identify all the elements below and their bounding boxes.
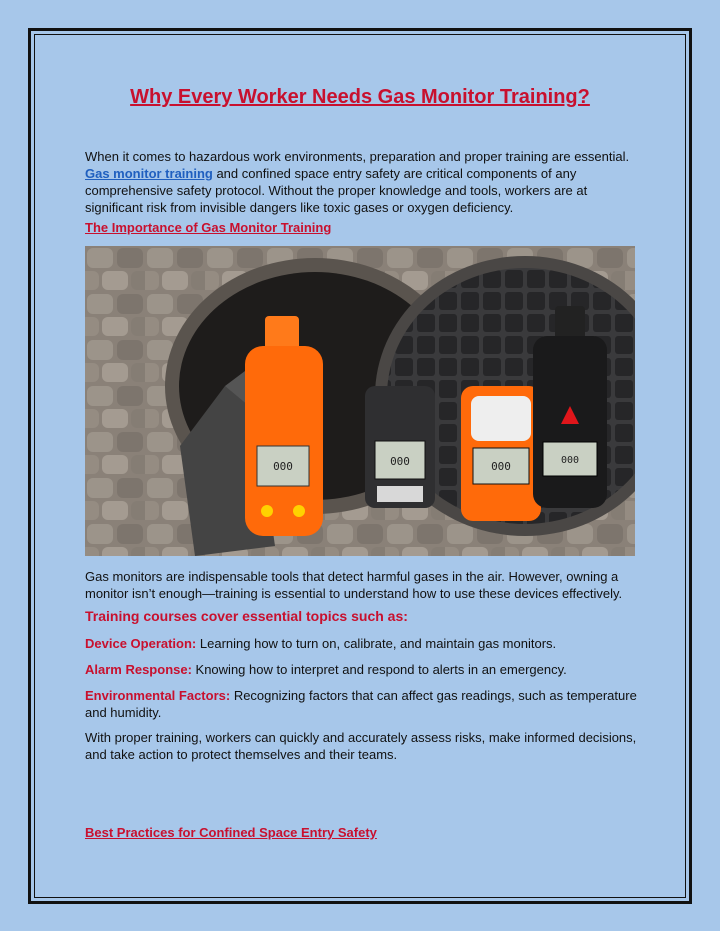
topics-heading: Training courses cover essential topics such as: [85, 608, 408, 624]
topic-device-operation [85, 635, 645, 652]
topic-term: Device Operation: [85, 636, 197, 651]
topic-alarm-response [85, 661, 645, 678]
monitors-paragraph: Gas monitors are indispensable tools that detect harmful gases in the air. However, owning a monitor isn’t enough—training is essential to understand how to use these devices effectively. [85, 569, 623, 601]
topic-text: Learning how to turn on, calibrate, and maintain gas monitors. [196, 636, 557, 651]
heading-best-practices: Best Practices for Confined Space Entry Safety [85, 825, 377, 840]
gas-monitors-photo [85, 246, 635, 556]
screen-reading-1: 000 [273, 460, 293, 473]
intro-paragraph [85, 148, 645, 216]
topic-environmental-factors [85, 687, 645, 721]
intro-text: and confined space entry safety are critical components of any comprehensive safety protocol. Without the proper knowledge and tools, workers are at significant risk from invisible dangers like toxic gases or oxygen deficiency. [85, 166, 588, 215]
topic-text: Recognizing factors that can affect gas readings, such as temperature and humidity. [85, 688, 637, 720]
gas-monitor-training-link[interactable]: Gas monitor training [85, 166, 213, 181]
topic-term: Alarm Response: [85, 662, 192, 677]
topic-term: Environmental Factors: [85, 688, 231, 703]
topic-text: Knowing how to interpret and respond to alerts in an emergency. [191, 662, 567, 677]
training-paragraph: With proper training, workers can quickly and accurately assess risks, make informed decisions, and take action to protect themselves and their teams. [85, 730, 637, 762]
screen-reading-2: 000 [390, 455, 410, 468]
page-title: Why Every Worker Needs Gas Monitor Training? [130, 86, 590, 108]
screen-reading-4: 000 [560, 455, 580, 466]
heading-importance: The Importance of Gas Monitor Training [85, 220, 332, 235]
screen-reading-3: 000 [491, 460, 511, 473]
intro-lead: When it comes to hazardous work environments, preparation and proper training are essential. [85, 149, 630, 164]
